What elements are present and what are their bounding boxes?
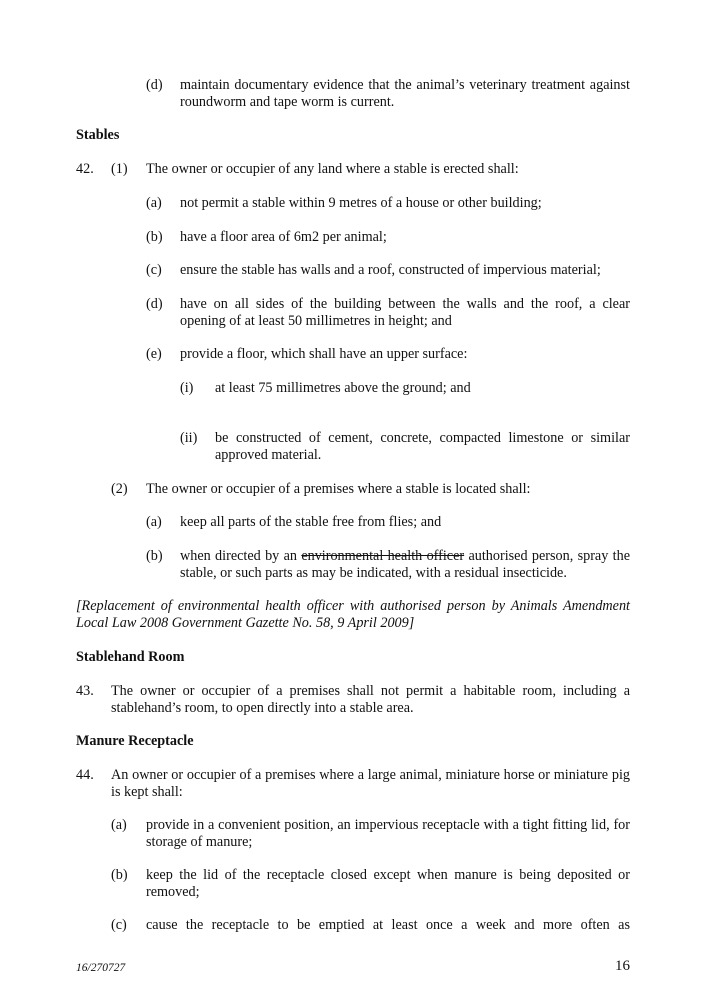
- clause-text: cause the receptacle to be emptied at least once a week and more often as: [146, 917, 630, 933]
- clause-label: (d): [146, 296, 163, 312]
- clause-text: maintain documentary evidence that the animal’s veterinary treatment against roundworm and tape worm is current.: [180, 77, 630, 110]
- clause-text: provide a floor, which shall have an upper surface:: [180, 346, 468, 362]
- clause-text-with-deletion: [180, 548, 630, 582]
- clause-text: keep the lid of the receptacle closed except when manure is being deposited or removed;: [146, 867, 630, 900]
- clause-label: (c): [111, 917, 127, 933]
- clause-label: (c): [146, 262, 162, 278]
- clause-label: (b): [146, 229, 163, 245]
- clause-label: (d): [146, 77, 163, 93]
- clause-text-post: authorised person, spray the stable, or such parts as may be indicated, with a residual insecticide.: [180, 548, 630, 581]
- clause-label: (a): [146, 195, 162, 211]
- clause-label: (a): [111, 817, 127, 833]
- clause-label: (b): [146, 548, 163, 564]
- clause-text: provide in a convenient position, an impervious receptacle with a tight fitting lid, for storage of manure;: [146, 817, 630, 850]
- subclause-label: (i): [180, 380, 194, 396]
- subsection-label: (2): [111, 481, 128, 497]
- clause-text: keep all parts of the stable free from flies; and: [180, 514, 442, 530]
- clause-text: ensure the stable has walls and a roof, constructed of impervious material;: [180, 262, 601, 278]
- section-heading-manure-receptacle: Manure Receptacle: [76, 733, 194, 749]
- subclause-label: (ii): [180, 430, 198, 446]
- deleted-text: environmental health officer: [301, 548, 465, 564]
- clause-label: (e): [146, 346, 162, 362]
- subclause-text: at least 75 millimetres above the ground; and: [215, 380, 471, 396]
- clause-label: (a): [146, 514, 162, 530]
- section-number-42: 42.: [76, 161, 94, 177]
- subsection-text: The owner or occupier of any land where a stable is erected shall:: [146, 161, 519, 177]
- clause-text-pre: when directed by an: [180, 548, 302, 564]
- section-heading-stables: Stables: [76, 127, 120, 143]
- section-number-44: 44.: [76, 767, 94, 783]
- section-number-43: 43.: [76, 683, 94, 699]
- document-reference: 16/270727: [76, 962, 126, 974]
- section-text: The owner or occupier of a premises shall not permit a habitable room, including a stablehand’s room, to open directly into a stable area.: [111, 683, 630, 716]
- page-number: 16: [615, 958, 630, 974]
- amendment-note: [Replacement of environmental health officer with authorised person by Animals Amendment Local Law 2008 Government Gazette No. 58, 9 April 2009]: [76, 598, 630, 631]
- clause-text: have a floor area of 6m2 per animal;: [180, 229, 387, 245]
- section-heading-stablehand-room: Stablehand Room: [76, 649, 185, 665]
- clause-text: not permit a stable within 9 metres of a house or other building;: [180, 195, 542, 211]
- clause-text: have on all sides of the building between the walls and the roof, a clear opening of at least 50 millimetres in height; and: [180, 296, 630, 329]
- subsection-label: (1): [111, 161, 128, 177]
- subclause-text: be constructed of cement, concrete, compacted limestone or similar approved material.: [215, 430, 630, 463]
- section-text: An owner or occupier of a premises where a large animal, miniature horse or miniature pig is kept shall:: [111, 767, 630, 800]
- subsection-text: The owner or occupier of a premises where a stable is located shall:: [146, 481, 531, 497]
- clause-label: (b): [111, 867, 128, 883]
